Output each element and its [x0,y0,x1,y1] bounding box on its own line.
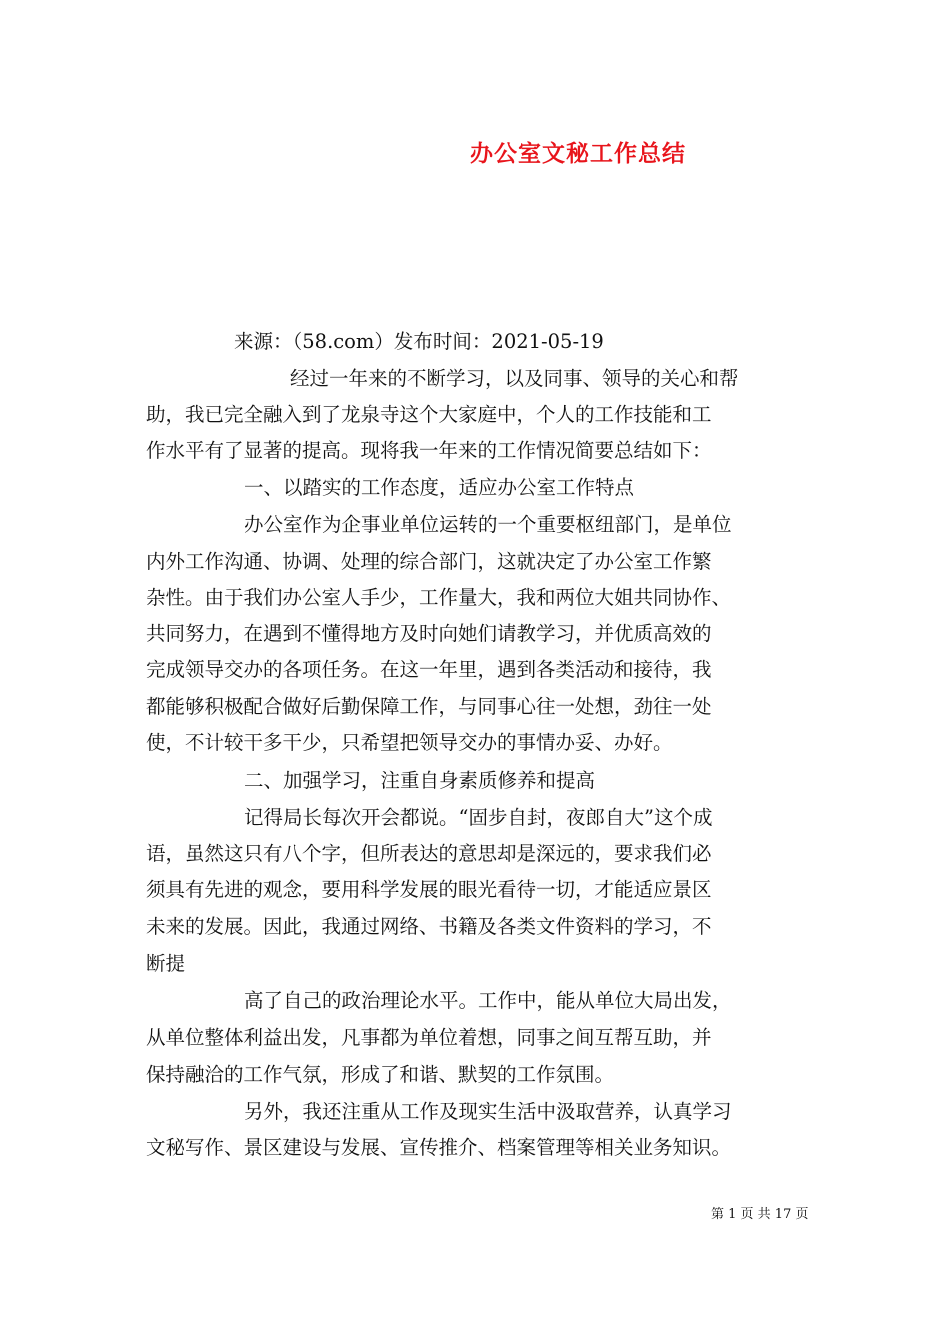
paragraph-line: 作水平有了显著的提高。现将我一年来的工作情况简要总结如下： [146,439,712,462]
paragraph-line: 助，我已完全融入到了龙泉寺这个大家庭中，个人的工作技能和工 [146,403,712,426]
paragraph-line: 记得局长每次开会都说。“固步自封，夜郎自大”这个成 [244,806,713,829]
paragraph-line: 文秘写作、景区建设与发展、宣传推介、档案管理等相关业务知识。 [146,1136,732,1159]
document-title: 办公室文秘工作总结 [470,140,686,167]
paragraph-line: 未来的发展。因此，我通过网络、书籍及各类文件资料的学习，不 [146,915,712,938]
paragraph-line: 从单位整体利益出发，凡事都为单位着想，同事之间互帮互助，并 [146,1026,712,1049]
paragraph-line: 高了自己的政治理论水平。工作中，能从单位大局出发， [244,989,732,1012]
paragraph-line: 保持融洽的工作气氛，形成了和谐、默契的工作氛围。 [146,1063,615,1086]
paragraph-line: 经过一年来的不断学习，以及同事、领导的关心和帮 [290,367,739,390]
paragraph-line: 办公室作为企事业单位运转的一个重要枢纽部门，是单位 [244,513,732,536]
section-heading: 二、加强学习，注重自身素质修养和提高 [244,769,596,792]
paragraph-line: 使，不计较干多干少，只希望把领导交办的事情办妥、办好。 [146,731,673,754]
paragraph-line: 共同努力，在遇到不懂得地方及时向她们请教学习，并优质高效的 [146,622,712,645]
paragraph-line: 都能够积极配合做好后勤保障工作，与同事心往一处想，劲往一处 [146,695,712,718]
paragraph-line: 语，虽然这只有八个字，但所表达的意思却是深远的，要求我们必 [146,842,712,865]
section-heading: 一、以踏实的工作态度，适应办公室工作特点 [244,476,635,499]
paragraph-line: 内外工作沟通、协调、处理的综合部门，这就决定了办公室工作繁 [146,550,712,573]
page-number-footer: 第 1 页 共 17 页 [711,1207,809,1222]
paragraph-line: 须具有先进的观念，要用科学发展的眼光看待一切，才能适应景区 [146,878,712,901]
paragraph-line: 完成领导交办的各项任务。在这一年里，遇到各类活动和接待，我 [146,658,712,681]
paragraph-line: 断提 [146,952,186,975]
paragraph-line: 杂性。由于我们办公室人手少，工作量大，我和两位大姐共同协作、 [146,586,732,609]
paragraph-line: 另外，我还注重从工作及现实生活中汲取营养，认真学习 [244,1100,732,1123]
source-line: 来源：（58.com）发布时间：2021-05-19 [234,330,604,353]
